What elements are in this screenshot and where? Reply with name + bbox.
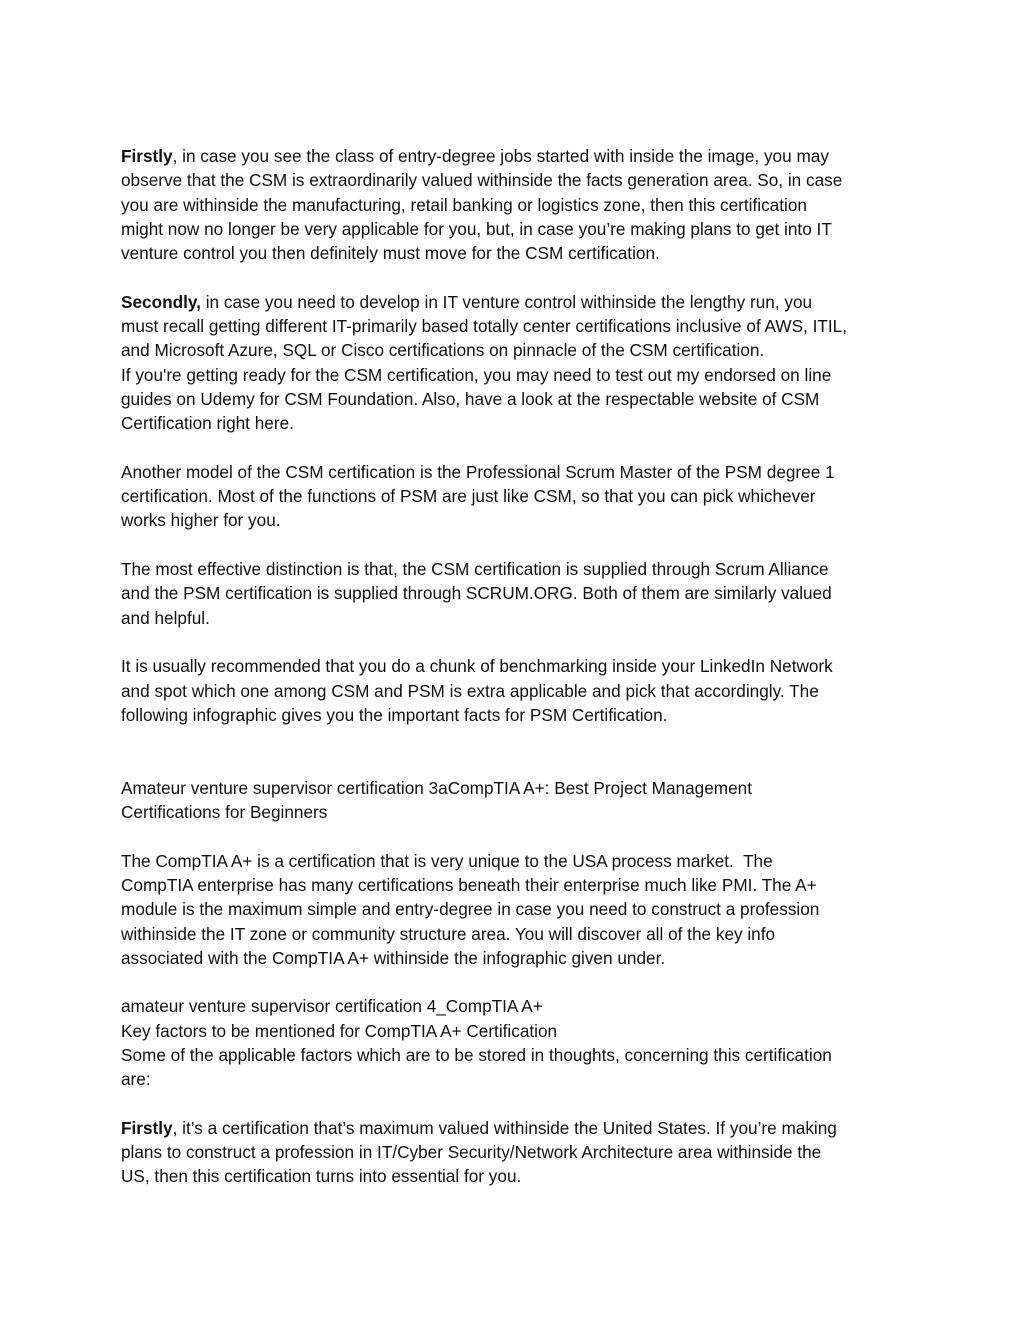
text-line: venture control you then definitely must move for the CSM certification. <box>121 243 660 264</box>
text-line: and Microsoft Azure, SQL or Cisco certifications on pinnacle of the CSM certification. <box>121 340 765 361</box>
text-line: withinside the IT zone or community structure area. You will discover all of the key info <box>121 923 776 944</box>
text-line: associated with the CompTIA A+ withinside the infographic given under. <box>121 947 666 968</box>
text-line: works higher for you. <box>121 510 281 531</box>
paragraph-psm-model <box>121 460 906 533</box>
text-line: Amateur venture supervisor certification 3aCompTIA A+: Best Project Management <box>121 777 752 798</box>
text-line: If you're getting ready for the CSM certification, you may need to test out my endorsed on line <box>121 364 832 385</box>
text-line: module is the maximum simple and entry-degree in case you need to construct a profession <box>121 899 820 920</box>
text-line: It is usually recommended that you do a chunk of benchmarking inside your LinkedIn Network <box>121 656 833 677</box>
bold-lead-firstly: Firstly <box>121 146 173 166</box>
text-line: observe that the CSM is extraordinarily valued withinside the facts generation area. So, in case <box>121 170 843 191</box>
text-line: Certifications for Beginners <box>121 802 328 823</box>
text-line: The CompTIA A+ is a certification that is very unique to the USA process market. The <box>121 850 773 871</box>
text-line: Firstly, in case you see the class of entry-degree jobs started with inside the image, you may <box>121 146 829 166</box>
text-line: might now no longer be very applicable for you, but, in case you’re making plans to get into IT <box>121 218 832 239</box>
bold-lead-firstly: Firstly <box>121 1117 173 1138</box>
section-heading-comptia <box>121 776 906 825</box>
text-line: guides on Udemy for CSM Foundation. Also, have a look at the respectable website of CSM <box>121 388 820 409</box>
bold-lead-secondly: Secondly, <box>121 291 201 312</box>
paragraph-benchmarking <box>121 654 906 727</box>
text-line: Firstly, it’s a certification that’s maximum valued withinside the United States. If you’re making <box>121 1117 837 1138</box>
text-line: and spot which one among CSM and PSM is extra applicable and pick that accordingly. The <box>121 680 819 701</box>
text-line: Certification right here. <box>121 413 294 434</box>
text-line: you are withinside the manufacturing, retail banking or logistics zone, then this certification <box>121 194 807 215</box>
paragraph-firstly-csm <box>121 144 906 265</box>
text-line: The most effective distinction is that, the CSM certification is supplied through Scrum Alliance <box>121 559 829 580</box>
text-line: must recall getting different IT-primarily based totally center certifications inclusive of AWS, ITIL, <box>121 316 847 337</box>
paragraph-distinction <box>121 557 906 630</box>
text-line: Some of the applicable factors which are to be stored in thoughts, concerning this certification <box>121 1044 832 1065</box>
paragraph-comptia-intro <box>121 849 906 970</box>
text-line: are: <box>121 1069 151 1090</box>
text-line: Key factors to be mentioned for CompTIA A+ Certification <box>121 1020 558 1041</box>
text-line: plans to construct a profession in IT/Cyber Security/Network Architecture area withinside the <box>121 1142 822 1163</box>
text-line: Another model of the CSM certification is the Professional Scrum Master of the PSM degree 1 <box>121 461 835 482</box>
text-line: and helpful. <box>121 607 210 628</box>
paragraph-firstly-comptia <box>121 1116 906 1189</box>
document-body <box>121 144 906 1213</box>
text-line: and the PSM certification is supplied through SCRUM.ORG. Both of them are similarly valued <box>121 583 832 604</box>
text-line: US, then this certification turns into essential for you. <box>121 1166 522 1187</box>
text-line: following infographic gives you the important facts for PSM Certification. <box>121 704 668 725</box>
text-line: certification. Most of the functions of PSM are just like CSM, so that you can pick whichever <box>121 486 816 507</box>
paragraph-secondly-csm <box>121 290 906 436</box>
text-line: amateur venture supervisor certification 4_CompTIA A+ <box>121 996 543 1017</box>
paragraph-key-factors <box>121 994 906 1091</box>
text-line: CompTIA enterprise has many certifications beneath their enterprise much like PMI. The A+ <box>121 874 817 895</box>
text-line: Secondly, in case you need to develop in IT venture control withinside the lengthy run, you <box>121 291 813 312</box>
